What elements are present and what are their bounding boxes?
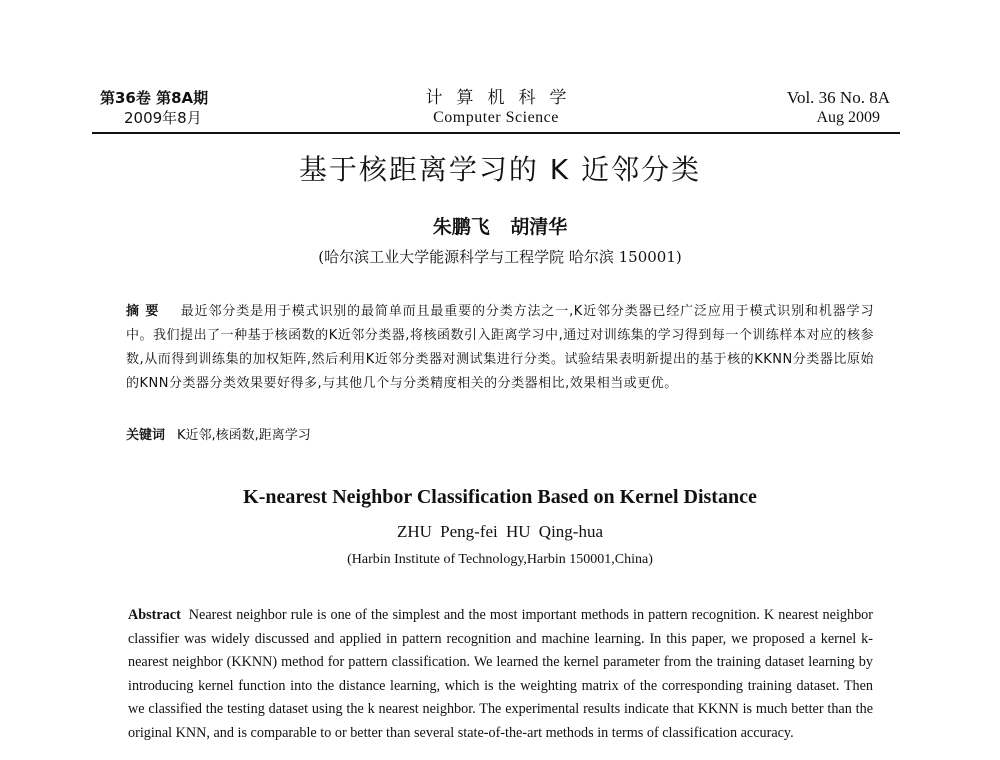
- abstract-label-zh: 摘要: [126, 304, 165, 319]
- journal-name-en: Computer Science: [433, 109, 559, 126]
- volume-issue-en: Vol. 36 No. 8A: [786, 88, 890, 107]
- journal-name-zh: 计算机科学: [425, 88, 581, 108]
- abstract-text-zh: 最近邻分类是用于模式识别的最简单而且最重要的分类方法之一,K近邻分类器已经广泛应用于模式识别和机器学习中。我们提出了一种基于核函数的K近邻分类器,将核函数引入距离学习中,通过对训练集的学习得到每一个训练样本对应的核参数,从而得到训练集的加权矩阵,然后利用K近邻分类器对测试集进行分类。试验结果表明新提出的基于核的KKNN分类器比原始的KNN分类器分类效果要好得多,与其他几个与分类精度相关的分类器相比,效果相当或更优。: [126, 304, 874, 391]
- date-en: Aug 2009: [816, 109, 880, 126]
- authors-en: ZHU Peng-fei HU Qing-hua: [396, 522, 604, 541]
- abstract-en: [128, 604, 873, 745]
- running-header-right: [787, 88, 890, 128]
- keywords-zh: [126, 424, 874, 448]
- keywords-label-zh: 关键词: [126, 428, 166, 443]
- keywords-text-zh: K近邻,核函数,距离学习: [177, 428, 311, 443]
- date-zh: 2009年8月: [124, 109, 202, 127]
- abstract-zh: [126, 300, 874, 396]
- paper-title-zh: 基于核距离学习的 K 近邻分类: [298, 153, 702, 186]
- running-header: [92, 88, 900, 132]
- authors-zh: 朱鹏飞 胡清华: [432, 216, 568, 238]
- abstract-label-en: Abstract: [128, 607, 181, 623]
- abstract-text-en: Nearest neighbor rule is one of the simplest and the most important methods in pattern recognition. K nearest neighbor classifier was widely discussed and applied in pattern recognition and machine learning. In this paper, we proposed a kernel k-nearest neighbor (KKNN) method for pattern classification. We learned the kernel parameter from the training dataset learning by introducing kernel function into the distance learning, which is the weighting matrix of the corresponding training dataset. Then we classified the testing dataset using the k nearest neighbor. The experimental results indicate that KKNN is much better than the original KNN, and is comparable to or better than several state-of-the-art methods in terms of classification accuracy.: [128, 607, 873, 741]
- affiliation-en: (Harbin Institute of Technology,Harbin 150001,China): [347, 552, 653, 567]
- volume-issue-zh: 第36卷 第8A期: [100, 89, 209, 107]
- paper-title-en: K-nearest Neighbor Classification Based on Kernel Distance: [243, 486, 757, 508]
- affiliation-zh: (哈尔滨工业大学能源科学与工程学院 哈尔滨 150001): [318, 248, 682, 266]
- header-divider: [92, 132, 900, 134]
- running-header-center: [92, 88, 900, 128]
